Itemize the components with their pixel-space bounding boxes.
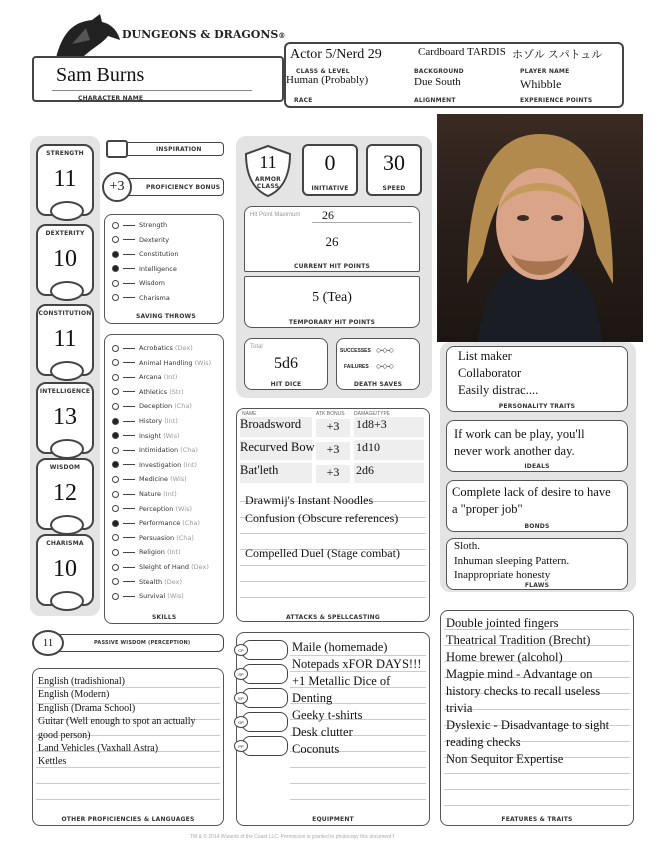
equipment-line: Notepads xFOR DAYS!!! [292, 657, 422, 671]
features-line: Double jointed fingers [446, 616, 559, 630]
initiative-label: INITIATIVE [311, 185, 349, 192]
skill-label: Athletics [139, 387, 168, 396]
skill-label: Intimidation [139, 446, 179, 455]
proficiencies-line: Kettles [38, 756, 67, 768]
proficiencies-line: good person) [38, 729, 91, 741]
skill-row[interactable] [112, 563, 209, 571]
skill-row[interactable] [112, 461, 197, 469]
proficiency-dot-icon[interactable] [112, 476, 119, 483]
death-success-label: SUCCESSES [340, 348, 371, 354]
background-label: BACKGROUND [414, 68, 464, 75]
death-success-boxes[interactable]: ○-○-○ [376, 345, 394, 355]
coin-box[interactable] [242, 736, 288, 756]
skill-attr: (Dex) [191, 563, 209, 571]
proficiency-dot-icon[interactable] [112, 418, 119, 425]
proficiency-dot-icon[interactable] [112, 447, 119, 454]
personality-line: List maker [458, 349, 512, 363]
skill-row[interactable] [112, 446, 198, 454]
features-line: Non Sequitor Expertise [446, 752, 564, 766]
ability-charisma[interactable]: CHARISMA 10 [36, 534, 94, 606]
equipment-title: EQUIPMENT [312, 816, 354, 823]
skill-row[interactable] [112, 490, 177, 498]
player-name-label: PLAYER NAME [520, 68, 570, 75]
skill-attr: (Str) [169, 387, 184, 396]
equipment-line: Maile (homemade) [292, 640, 388, 654]
features-line: history checks to recall useless [446, 684, 601, 698]
skill-label: History [139, 417, 163, 425]
equipment-line: Coconuts [292, 742, 340, 756]
skill-attr: (Cha) [182, 519, 200, 528]
skill-row[interactable] [112, 388, 184, 396]
skill-label: Investigation [139, 460, 182, 469]
skill-label: Persuasion [139, 533, 175, 542]
coin-label: PP [234, 740, 248, 752]
saving-throw-row[interactable] [112, 221, 167, 229]
skill-label: Perception [139, 504, 174, 513]
features-line: Theatrical Tradition (Brecht) [446, 633, 591, 647]
attack-bonus[interactable]: +3 [316, 419, 350, 437]
proficiency-dot-icon[interactable] [112, 520, 119, 527]
skill-label: Sleight of Hand [139, 563, 190, 571]
skill-label: Insight [139, 431, 162, 440]
character-name[interactable]: Sam Burns [56, 64, 145, 86]
attack-name[interactable]: Broadsword [240, 417, 312, 437]
attack-damage[interactable]: 2d6 [354, 463, 424, 483]
coin-box[interactable] [242, 664, 288, 684]
features-line: Dyslexic - Disadvantage to sight [446, 718, 610, 732]
proficiency-dot-icon[interactable] [112, 403, 119, 410]
coin-box[interactable] [242, 712, 288, 732]
skill-attr: (Wis) [175, 504, 193, 513]
attack-note-line: Compelled Duel (Stage combat) [245, 545, 400, 560]
hit-dice-label: HIT DICE [270, 381, 302, 388]
attack-note-line: Drawmij's Instant Noodles [245, 493, 374, 507]
attack-bonus[interactable]: +3 [316, 442, 350, 460]
saving-throw-row[interactable] [112, 279, 165, 287]
saving-throws-title: SAVING THROWS [136, 313, 196, 320]
skill-row[interactable] [112, 402, 192, 410]
skill-attr: (Dex) [164, 577, 183, 586]
proficiency-dot-icon[interactable] [112, 549, 119, 556]
skill-row[interactable] [112, 548, 181, 556]
skill-row[interactable] [112, 519, 200, 527]
equipment-line: +1 Metallic Dice of [292, 674, 391, 688]
attack-damage[interactable]: 1d8+3 [354, 417, 424, 437]
attacks-col-name: NAME [242, 411, 257, 417]
proficiencies-title: OTHER PROFICIENCIES & LANGUAGES [61, 816, 195, 823]
temp-hp-value: 5 (Tea) [312, 290, 352, 305]
ideals-title: IDEALS [524, 463, 550, 470]
skill-attr: (Int) [183, 460, 197, 469]
flaws-title: FLAWS [524, 582, 550, 589]
attack-note-line: Confusion (Obscure references) [245, 510, 399, 525]
hit-dice-total-label: Total [250, 344, 263, 350]
equipment-line: Denting [292, 691, 333, 705]
proficiencies-line: Land Vehicles (Vaxhall Astra) [38, 743, 159, 754]
skill-label: Nature [139, 490, 162, 498]
skill-label: Acrobatics [139, 344, 173, 352]
skill-row[interactable] [112, 417, 178, 425]
ability-strength[interactable]: STRENGTH 11 [36, 144, 94, 216]
attacks-col-damage: DAMAGE/TYPE [354, 411, 391, 417]
ability-dexterity[interactable]: DEXTERITY 10 [36, 224, 94, 296]
speed-label: SPEED [382, 185, 406, 192]
alignment-label: ALIGNMENT [414, 97, 456, 104]
proficiency-dot-icon[interactable] [112, 294, 119, 301]
skill-row[interactable] [112, 475, 187, 483]
proficiencies-line: Guitar (Well enough to spot an actually [38, 716, 196, 728]
skill-attr: (Dex) [174, 344, 193, 352]
skill-label: Stealth [139, 577, 163, 586]
ability-constitution[interactable]: CONSTITUTION 11 [36, 304, 94, 376]
features-line: Magpie mind - Advantage on [446, 667, 593, 681]
saving-throw-row[interactable] [112, 250, 179, 258]
personality-title: PERSONALITY TRAITS [498, 403, 576, 410]
skill-attr: (Int) [164, 417, 178, 425]
armor-class-label: ARMOR CLASS [255, 176, 281, 190]
coin-label: GP [234, 716, 248, 728]
saving-throw-row[interactable] [112, 294, 170, 302]
inspiration-label: INSPIRATION [156, 146, 202, 153]
attack-bonus[interactable]: +3 [316, 465, 350, 483]
proficiency-dot-icon[interactable] [112, 564, 119, 571]
player-name[interactable]: ホゾル スパトュル [512, 49, 603, 61]
skill-attr: (Int) [163, 373, 178, 382]
proficiency-dot-icon[interactable] [112, 280, 119, 287]
skill-row[interactable] [112, 373, 177, 381]
skill-row[interactable] [112, 359, 211, 367]
death-fail-label: FAILURES [344, 364, 369, 370]
saving-throw-label: Intelligence [139, 264, 177, 273]
race-label: RACE [294, 97, 313, 104]
coin-box[interactable] [242, 640, 288, 660]
coin-box[interactable] [242, 688, 288, 708]
bonds-line: Complete lack of desire to have [452, 485, 611, 499]
flaws-line: Inappropriate honesty [454, 569, 551, 581]
skill-row[interactable] [112, 344, 193, 352]
race-value[interactable]: Human (Probably) [286, 74, 369, 86]
personality-line: Collaborator [458, 366, 522, 380]
ideals-line: If work can be play, you'll [454, 427, 585, 441]
features-line: reading checks [446, 735, 521, 749]
proficiency-dot-icon[interactable] [112, 534, 119, 541]
attack-damage[interactable]: 1d10 [354, 440, 424, 460]
attack-name[interactable]: Bat'leth [240, 463, 312, 483]
passive-wisdom-value[interactable]: 11 [32, 630, 64, 656]
bonds-line: a "proper job" [452, 502, 523, 516]
skill-attr: (Cha) [174, 402, 192, 411]
features-line: trivia [446, 701, 473, 715]
class-level-label: CLASS & LEVEL [296, 68, 350, 75]
bonds-title: BONDS [524, 523, 550, 530]
equipment-line: Geeky t-shirts [292, 708, 363, 722]
skill-label: Arcana [139, 373, 162, 382]
attacks-title: ATTACKS & SPELLCASTING [286, 614, 380, 621]
skill-attr: (Cha) [180, 446, 198, 455]
skill-row[interactable] [112, 592, 184, 600]
saving-throw-label: Dexterity [139, 235, 170, 244]
skill-row[interactable] [112, 534, 194, 542]
proficiency-circle[interactable]: +3 [102, 172, 132, 202]
saving-throw-row[interactable] [112, 265, 177, 273]
current-hp-value[interactable]: 26 [325, 234, 339, 249]
ability-wisdom[interactable]: WISDOM 12 [36, 458, 94, 530]
skill-label: Religion [139, 548, 165, 557]
coin-label: EP [234, 692, 248, 704]
dragon-logo-icon [52, 14, 122, 60]
hp-max-value[interactable]: 26 [322, 208, 334, 222]
saving-throw-label: Constitution [139, 250, 179, 258]
saving-throw-label: Charisma [139, 293, 170, 302]
proficiency-dot-icon[interactable] [112, 461, 119, 468]
skill-attr: (Int) [163, 490, 177, 498]
skill-attr: (Wis) [163, 431, 180, 440]
current-hp-label: CURRENT HIT POINTS [293, 263, 371, 270]
skills-title: SKILLS [152, 614, 177, 621]
proficiencies-line: English (tradishional) [38, 676, 125, 687]
temp-hp-label: TEMPORARY HIT POINTS [288, 319, 376, 326]
armor-class-value: 11 [259, 152, 277, 172]
flaws-line: Inhuman sleeping Pattern. [454, 554, 570, 567]
proficiency-dot-icon[interactable] [112, 432, 119, 439]
hit-dice-value: 5d6 [274, 355, 298, 372]
proficiency-dot-icon[interactable] [112, 578, 119, 585]
attack-name[interactable]: Recurved Bow [240, 440, 312, 460]
passive-wisdom-label: PASSIVE WISDOM (PERCEPTION) [94, 640, 191, 646]
proficiency-dot-icon[interactable] [112, 359, 119, 366]
skill-row[interactable] [112, 432, 180, 440]
proficiency-dot-icon[interactable] [112, 593, 119, 600]
attacks-col-bonus: ATK BONUS [316, 411, 345, 417]
features-line: Home brewer (alcohol) [446, 650, 563, 664]
proficiency-dot-icon[interactable] [112, 251, 119, 258]
skill-label: Medicine [139, 475, 169, 484]
proficiency-dot-icon[interactable] [112, 345, 119, 352]
equipment-line: Desk clutter [292, 725, 353, 739]
proficiency-label: PROFICIENCY BONUS [146, 184, 221, 191]
proficiencies-line: English (Drama School) [38, 702, 136, 714]
background-value[interactable]: Cardboard TARDIS [418, 46, 506, 58]
proficiency-dot-icon[interactable] [112, 374, 119, 381]
personality-line: Easily distrac.... [458, 383, 539, 397]
class-level[interactable]: Actor 5/Nerd 29 [290, 47, 382, 62]
initiative-value: 0 [324, 150, 336, 175]
skill-label: Deception [139, 402, 173, 411]
ideals-line: never work another day. [454, 444, 575, 458]
skill-label: Survival [139, 592, 166, 601]
flaws-line: Sloth. [454, 540, 480, 552]
copyright-footer: TM & © 2014 Wizards of the Coast LLC. Permission is granted to photocopy this document f [190, 834, 395, 840]
proficiencies-line: English (Modern) [38, 689, 110, 701]
skill-attr: (Cha) [176, 533, 194, 542]
ability-intelligence[interactable]: INTELLIGENCE 13 [36, 382, 94, 454]
skill-row[interactable] [112, 505, 192, 513]
proficiency-dot-icon[interactable] [112, 491, 119, 498]
proficiency-dot-icon[interactable] [112, 388, 119, 395]
coin-label: SP [234, 668, 248, 680]
proficiency-dot-icon[interactable] [112, 265, 119, 272]
logo-text: DUNGEONS & DRAGONS® [122, 28, 286, 41]
coin-label: CP [234, 644, 248, 656]
death-saves-label: DEATH SAVES [353, 381, 403, 388]
skill-row[interactable] [112, 578, 182, 586]
alignment-value[interactable]: Due South [414, 76, 461, 88]
character-portrait [437, 114, 643, 342]
proficiency-dot-icon[interactable] [112, 222, 119, 229]
hp-max-label: Hit Point Maximum [250, 212, 301, 218]
xp-label: EXPERIENCE POINTS [520, 97, 593, 104]
skill-label: Animal Handling [139, 358, 193, 367]
saving-throw-label: Wisdom [139, 279, 165, 287]
skill-label: Performance [139, 519, 181, 528]
xp-value[interactable]: Whibble [520, 77, 562, 91]
skill-attr: (Wis) [167, 592, 184, 601]
skill-attr: (Wis) [194, 358, 212, 367]
inspiration-checkbox[interactable] [106, 140, 128, 158]
speed-value: 30 [383, 150, 405, 175]
saving-throw-row[interactable] [112, 236, 169, 244]
features-title: FEATURES & TRAITS [501, 816, 573, 823]
skill-attr: (Int) [166, 548, 181, 557]
skill-attr: (Wis) [170, 475, 187, 484]
character-name-label: CHARACTER NAME [78, 95, 144, 102]
proficiency-dot-icon[interactable] [112, 236, 119, 243]
proficiency-dot-icon[interactable] [112, 505, 119, 512]
death-fail-boxes[interactable]: ○-○-○ [376, 361, 394, 371]
saving-throw-label: Strength [139, 221, 168, 229]
